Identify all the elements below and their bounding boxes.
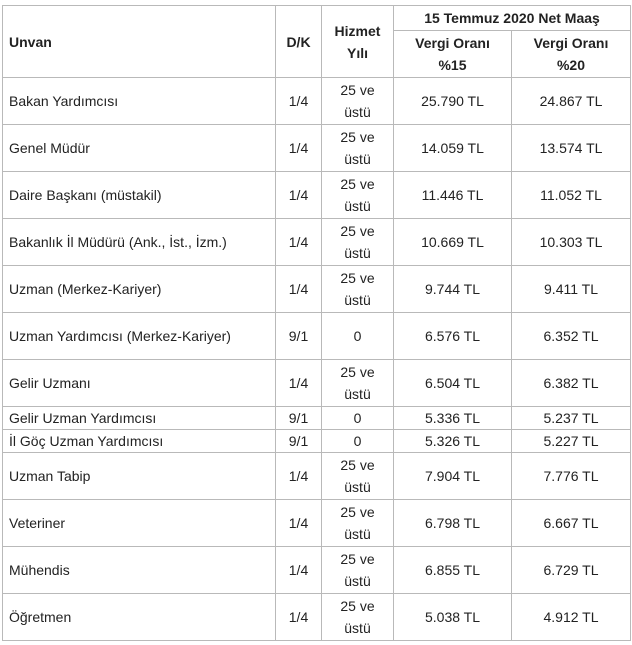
cell-dk: 1/4: [276, 266, 322, 313]
cell-hizmet-yili: 0: [322, 313, 394, 360]
cell-vergi-15: 5.326 TL: [394, 430, 512, 453]
header-unvan: Unvan: [3, 6, 276, 78]
table-header: [3, 6, 631, 78]
cell-vergi-15: 5.336 TL: [394, 407, 512, 430]
table-body: [3, 78, 631, 641]
header-vergi-15: Vergi Oranı %15: [394, 31, 512, 78]
cell-hizmet-yili: 25 ve üstü: [322, 547, 394, 594]
cell-vergi-20: 6.729 TL: [512, 547, 631, 594]
cell-hizmet-yili: 25 ve üstü: [322, 360, 394, 407]
cell-vergi-20: 6.352 TL: [512, 313, 631, 360]
table-row: [3, 219, 631, 266]
cell-hizmet-yili: 25 ve üstü: [322, 172, 394, 219]
cell-vergi-20: 7.776 TL: [512, 453, 631, 500]
table-row: [3, 547, 631, 594]
cell-hizmet-yili: 25 ve üstü: [322, 219, 394, 266]
cell-dk: 1/4: [276, 360, 322, 407]
cell-hizmet-yili: 25 ve üstü: [322, 594, 394, 641]
cell-vergi-15: 6.798 TL: [394, 500, 512, 547]
cell-vergi-15: 9.744 TL: [394, 266, 512, 313]
table-row: [3, 430, 631, 453]
cell-vergi-20: 4.912 TL: [512, 594, 631, 641]
cell-hizmet-yili: 25 ve üstü: [322, 453, 394, 500]
cell-vergi-20: 6.382 TL: [512, 360, 631, 407]
header-net-maas-group: 15 Temmuz 2020 Net Maaş: [394, 6, 631, 31]
cell-unvan: Veteriner: [3, 500, 276, 547]
cell-dk: 1/4: [276, 594, 322, 641]
cell-vergi-15: 6.855 TL: [394, 547, 512, 594]
cell-vergi-20: 10.303 TL: [512, 219, 631, 266]
cell-unvan: Gelir Uzmanı: [3, 360, 276, 407]
cell-vergi-20: 11.052 TL: [512, 172, 631, 219]
cell-hizmet-yili: 25 ve üstü: [322, 500, 394, 547]
cell-hizmet-yili: 0: [322, 430, 394, 453]
table-row: [3, 266, 631, 313]
cell-vergi-20: 9.411 TL: [512, 266, 631, 313]
salary-table: [2, 5, 631, 641]
table-row: [3, 172, 631, 219]
table-row: [3, 407, 631, 430]
table-row: [3, 313, 631, 360]
table-row: [3, 360, 631, 407]
cell-unvan: Daire Başkanı (müstakil): [3, 172, 276, 219]
cell-vergi-15: 14.059 TL: [394, 125, 512, 172]
table-row: [3, 125, 631, 172]
cell-unvan: Bakan Yardımcısı: [3, 78, 276, 125]
cell-vergi-15: 6.504 TL: [394, 360, 512, 407]
cell-vergi-15: 25.790 TL: [394, 78, 512, 125]
cell-vergi-20: 13.574 TL: [512, 125, 631, 172]
cell-hizmet-yili: 25 ve üstü: [322, 78, 394, 125]
header-hizmet-yili: Hizmet Yılı: [322, 6, 394, 78]
cell-dk: 1/4: [276, 125, 322, 172]
cell-dk: 9/1: [276, 407, 322, 430]
cell-vergi-15: 11.446 TL: [394, 172, 512, 219]
cell-dk: 1/4: [276, 547, 322, 594]
cell-dk: 1/4: [276, 500, 322, 547]
table-row: [3, 594, 631, 641]
cell-dk: 1/4: [276, 453, 322, 500]
cell-dk: 9/1: [276, 430, 322, 453]
cell-unvan: İl Göç Uzman Yardımcısı: [3, 430, 276, 453]
cell-vergi-20: 24.867 TL: [512, 78, 631, 125]
cell-dk: 1/4: [276, 172, 322, 219]
cell-vergi-20: 6.667 TL: [512, 500, 631, 547]
table-row: [3, 500, 631, 547]
cell-vergi-15: 10.669 TL: [394, 219, 512, 266]
cell-unvan: Genel Müdür: [3, 125, 276, 172]
cell-unvan: Uzman Yardımcısı (Merkez-Kariyer): [3, 313, 276, 360]
header-vergi-20: Vergi Oranı %20: [512, 31, 631, 78]
cell-vergi-15: 6.576 TL: [394, 313, 512, 360]
cell-hizmet-yili: 25 ve üstü: [322, 125, 394, 172]
cell-unvan: Mühendis: [3, 547, 276, 594]
cell-vergi-15: 7.904 TL: [394, 453, 512, 500]
header-dk: D/K: [276, 6, 322, 78]
cell-dk: 9/1: [276, 313, 322, 360]
cell-unvan: Gelir Uzman Yardımcısı: [3, 407, 276, 430]
table-row: [3, 453, 631, 500]
table-row: [3, 78, 631, 125]
cell-unvan: Öğretmen: [3, 594, 276, 641]
cell-vergi-15: 5.038 TL: [394, 594, 512, 641]
cell-hizmet-yili: 0: [322, 407, 394, 430]
cell-hizmet-yili: 25 ve üstü: [322, 266, 394, 313]
cell-vergi-20: 5.227 TL: [512, 430, 631, 453]
cell-unvan: Uzman (Merkez-Kariyer): [3, 266, 276, 313]
cell-unvan: Uzman Tabip: [3, 453, 276, 500]
cell-dk: 1/4: [276, 78, 322, 125]
cell-unvan: Bakanlık İl Müdürü (Ank., İst., İzm.): [3, 219, 276, 266]
cell-vergi-20: 5.237 TL: [512, 407, 631, 430]
cell-dk: 1/4: [276, 219, 322, 266]
